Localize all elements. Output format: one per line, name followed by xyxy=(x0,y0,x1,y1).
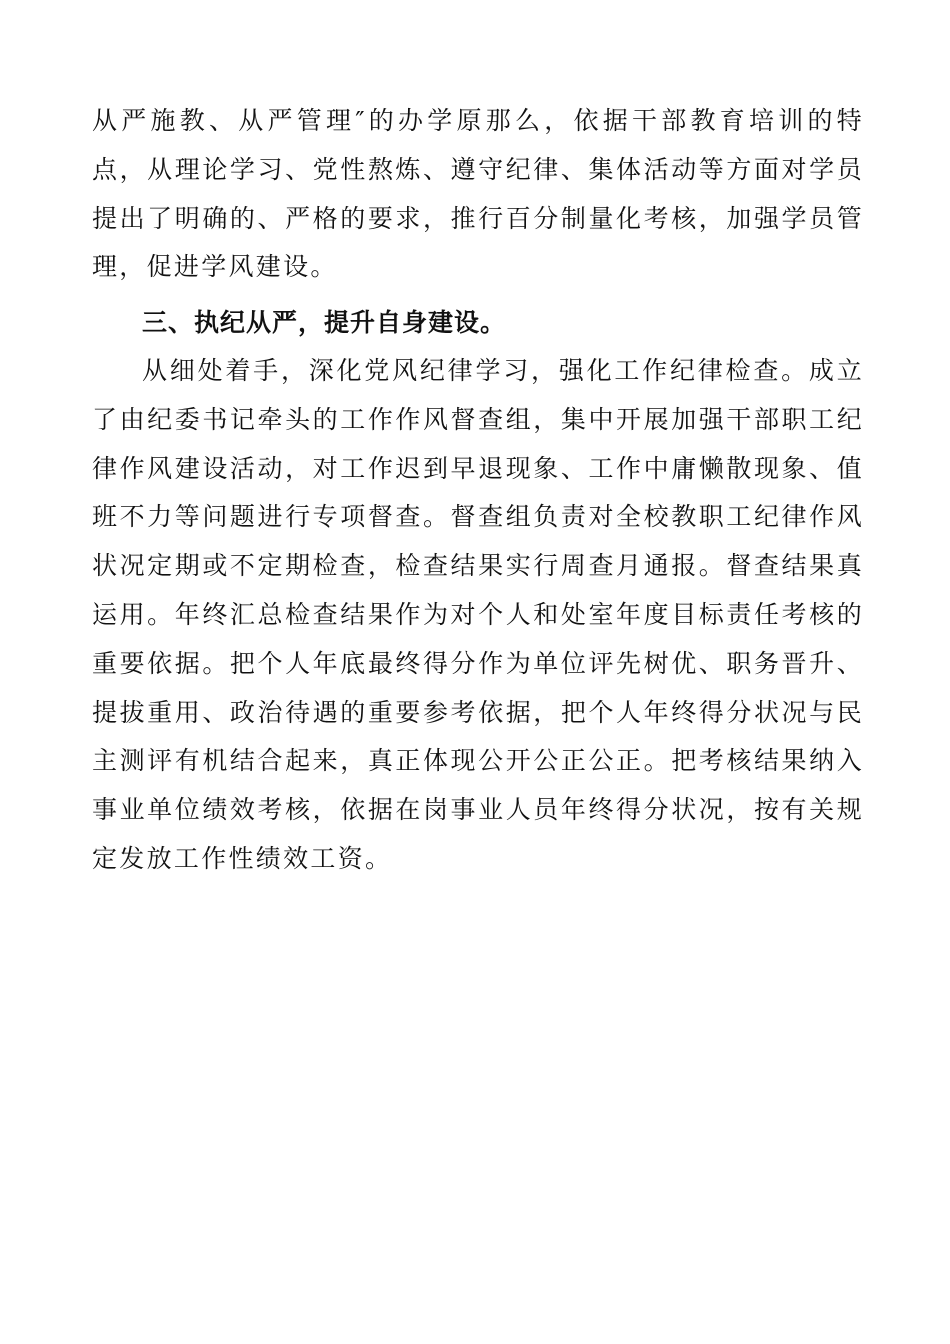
section-paragraph: 从细处着手，深化党风纪律学习，强化工作纪律检查。成立了由纪委书记牵头的工作作风督查组，集中开展加强干部职工纪律作风建设活动，对工作迟到早退现象、工作中庸懒散现象、值班不力等问题进行专项督查。督查组负责对全校教职工纪律作风状况定期或不定期检查，检查结果实行周查月通报。督查结果真运用。年终汇总检查结果作为对个人和处室年度目标责任考核的重要依据。把个人年底最终得分作为单位评先树优、职务晋升、提拔重用、政治待遇的重要参考依据，把个人年终得分状况与民主测评有机结合起来，真正体现公开公正公正。把考核结果纳入事业单位绩效考核，依据在岗事业人员年终得分状况，按有关规定发放工作性绩效工资。 xyxy=(92,356,864,873)
continued-paragraph: 从严施教、从严管理″的办学原那么，依据干部教育培训的特点，从理论学习、党性熬炼、遵守纪律、集体活动等方面对学员提出了明确的、严格的要求，推行百分制量化考核，加强学员管理，促进学风建设。 xyxy=(92,106,864,282)
section-heading: 三、执纪从严，提升自身建设。 xyxy=(142,308,507,337)
